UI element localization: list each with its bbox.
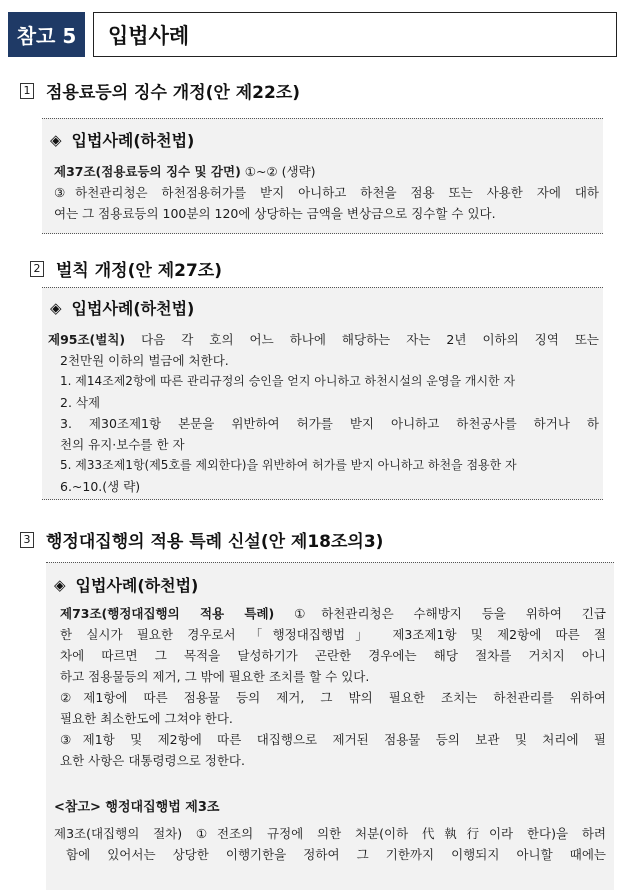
section-1-panel [42, 118, 603, 234]
reference-heading: <참고> 행정대집행법 제3조 [54, 800, 220, 815]
section-2-text [48, 329, 599, 497]
law-line: 제3조(대집행의 절차) ①전조의 규정에 의한 처분(이하 代執行이라 한다)을 하려 [54, 826, 606, 841]
section-1-text [54, 161, 599, 224]
diamond-bullet-icon: ◈ [50, 298, 62, 317]
law-line: 요한 사항은 대통령령으로 정한다. [60, 753, 245, 768]
section-2-panel-heading-text: 입법사례(하천법) [71, 299, 195, 318]
section-1-heading [20, 78, 300, 103]
law-line [54, 161, 599, 182]
article-text: 다음 각 호의 어느 하나에 해당하는 자는 2년 이하의 징역 또는 [125, 332, 599, 347]
diamond-bullet-icon: ◈ [54, 575, 66, 594]
section-3-heading [20, 527, 383, 552]
law-line: 1. 제14조제2항에 따른 관리규정의 승인을 얻지 아니하고 하천시설의 운영을 개시한 자 [60, 374, 516, 388]
law-line: 차에 따르면 그 목적을 달성하기가 곤란한 경우에는 해당 절차를 거치지 아니 [60, 648, 606, 663]
law-line: ②제1항에 따른 점용물 등의 제거, 그 밖의 필요한 조치는 하천관리를 위하여 [60, 690, 606, 705]
article-title: 제37조(점용료등의 징수 및 감면) [54, 164, 241, 179]
reference-text [54, 823, 606, 865]
law-line: 필요한 최소한도에 그쳐야 한다. [60, 711, 233, 726]
article-title: 제95조(벌칙) [48, 332, 126, 347]
section-3-text [60, 603, 606, 771]
law-line: 천의 유지·보수를 한 자 [60, 437, 185, 452]
article-title: 제73조(행정대집행의 적용 특례) [60, 606, 275, 621]
law-line: 함에 있어서는 상당한 이행기한을 정하여 그 기한까지 이행되지 아니할 때에는 [66, 847, 606, 862]
law-line: 3. 제30조제1항 본문을 위반하여 허가를 받지 아니하고 하천공사를 하거나 하 [60, 416, 599, 431]
law-line: 하고 점용물등의 제거, 그 밖에 필요한 조치를 할 수 있다. [60, 669, 370, 684]
section-3-panel [46, 562, 614, 890]
law-line: ③하천관리청은 하천점용허가를 받지 아니하고 하천을 점용 또는 사용한 자에 대하 [54, 185, 599, 200]
page-title-text: 입법사례 [108, 23, 190, 48]
law-line: 여는 그 점용료등의 100분의 120에 상당하는 금액을 변상금으로 징수할 수 있다. [54, 206, 496, 221]
section-2-heading [30, 256, 222, 281]
law-line: ③제1항 및 제2항에 따른 대집행으로 제거된 점용물 등의 보관 및 처리에 필 [60, 732, 606, 747]
section-3-title: 행정대집행의 적용 특례 신설(안 제18조의3) [46, 532, 384, 552]
section-1-panel-heading [50, 128, 194, 151]
law-line: 5. 제33조제1항(제5호를 제외한다)을 위반하여 허가를 받지 아니하고 하천을 점용한 자 [60, 458, 517, 472]
section-2-number: 2 [30, 261, 44, 277]
section-1-panel-heading-text: 입법사례(하천법) [71, 131, 195, 150]
diamond-bullet-icon: ◈ [50, 130, 62, 149]
section-2-title: 벌칙 개정(안 제27조) [56, 261, 222, 281]
section-3-panel-heading [54, 573, 198, 596]
law-line: 한 실시가 필요한 경우로서 「행정대집행법」 제3조제1항 및 제2항에 따른 절 [60, 627, 606, 642]
section-3-panel-heading-text: 입법사례(하천법) [75, 576, 199, 595]
law-line [60, 603, 606, 624]
section-2-panel [42, 287, 603, 500]
section-1-title: 점용료등의 징수 개정(안 제22조) [46, 83, 301, 103]
article-text: ①~② (생략) [240, 164, 316, 179]
section-3-number: 3 [20, 532, 34, 548]
section-2-panel-heading [50, 296, 194, 319]
law-line: 2. 삭제 [60, 395, 101, 410]
reference-badge: 참고 5 [8, 12, 85, 57]
law-line: 6.~10.(생 략) [60, 479, 141, 494]
section-1-number: 1 [20, 83, 34, 99]
law-line: 2천만원 이하의 벌금에 처한다. [60, 353, 229, 368]
article-text: ①하천관리청은 수해방지 등을 위하여 긴급 [274, 606, 606, 621]
law-line [48, 329, 599, 350]
page-title [93, 12, 617, 57]
